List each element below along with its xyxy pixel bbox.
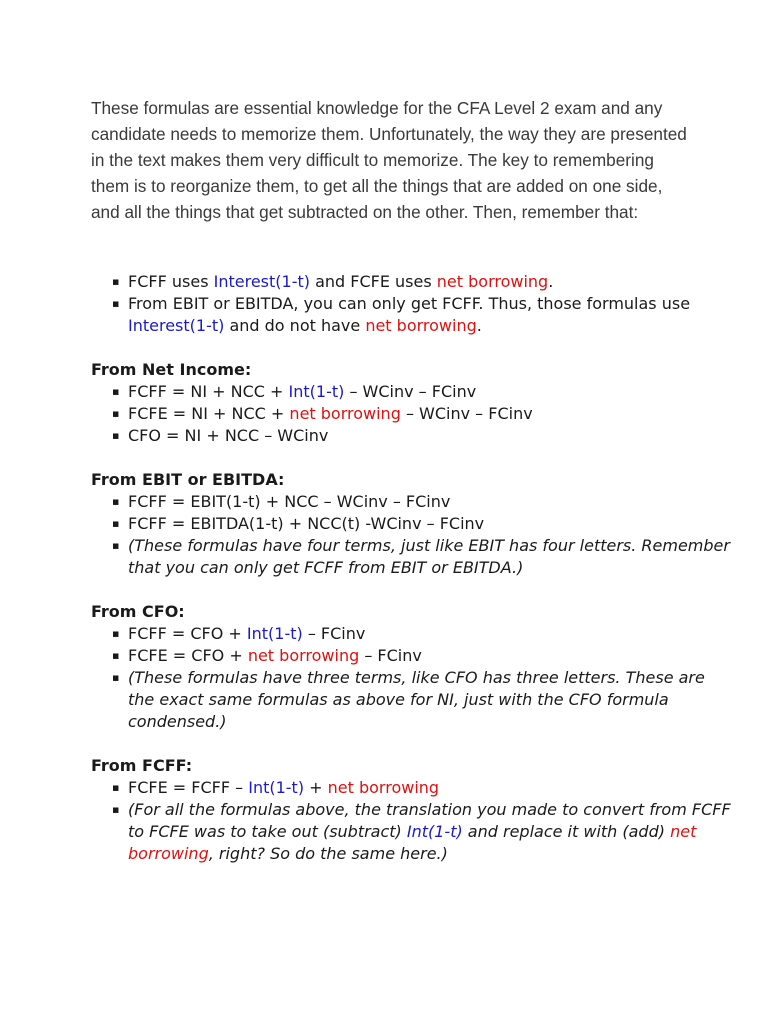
bullet-icon: ▪ xyxy=(112,671,120,684)
list-item xyxy=(91,623,731,645)
section-list xyxy=(91,491,731,579)
intro-paragraph: These formulas are essential knowledge for the CFA Level 2 exam and any candidate needs to memorize them. Unfortunately, the way they are presented in the text makes them very difficult to memorize. The key to remembering them is to reorganize them, to get all the things that are added on one side, and all the things that get subtracted on the other. Then, remember that: xyxy=(91,98,687,222)
list-item xyxy=(91,513,731,535)
text-segment: FCFF uses xyxy=(128,272,214,291)
list-item xyxy=(91,293,731,337)
list-item xyxy=(91,381,731,403)
bullet-icon: ▪ xyxy=(112,407,120,420)
text-segment: FCFF = EBIT(1-t) + NCC – WCinv – FCinv xyxy=(128,492,451,511)
list-item xyxy=(91,425,731,447)
list-item xyxy=(91,667,731,733)
text-segment: FCFE = CFO + xyxy=(128,646,248,665)
section-list xyxy=(91,623,731,733)
text-segment: , right? So do the same here.) xyxy=(208,844,448,863)
text-segment: (For all the formulas above, the translation you made to convert from FCFF to FCFE was to take out (subtract) xyxy=(128,800,731,841)
list-item xyxy=(91,535,731,579)
bullet-icon: ▪ xyxy=(112,803,120,816)
list-item xyxy=(91,777,731,799)
interest-term: Interest(1-t) xyxy=(128,316,225,335)
list-item xyxy=(91,799,731,865)
text-segment: FCFF = EBITDA(1-t) + NCC(t) -WCinv – FCinv xyxy=(128,514,485,533)
list-item xyxy=(91,403,731,425)
bullet-icon: ▪ xyxy=(112,385,120,398)
rules-list xyxy=(91,271,731,337)
bullet-icon: ▪ xyxy=(112,627,120,640)
text-segment: FCFE = NI + NCC + xyxy=(128,404,290,423)
sections-container xyxy=(91,359,731,865)
bullet-icon: ▪ xyxy=(112,429,120,442)
net-borrowing-term: net borrowing xyxy=(128,822,697,863)
net-borrowing-term: net borrowing xyxy=(436,272,549,291)
text-segment: – FCinv xyxy=(302,624,366,643)
text-segment: – WCinv – FCinv xyxy=(400,404,533,423)
section-heading: From Net Income: xyxy=(91,360,252,379)
section-heading: From EBIT or EBITDA: xyxy=(91,470,285,489)
bullet-icon: ▪ xyxy=(112,539,120,552)
text-segment: (These formulas have four terms, just like EBIT has four letters. Remember that you can only get FCFF from EBIT or EBITDA.) xyxy=(128,536,730,577)
text-segment: (These formulas have three terms, like CFO has three letters. These are the exact same formulas as above for NI, just with the CFO formula condensed.) xyxy=(128,668,705,731)
text-segment: and do not have xyxy=(224,316,366,335)
list-item xyxy=(91,271,731,293)
text-segment: . xyxy=(476,316,482,335)
interest-term: Interest(1-t) xyxy=(213,272,310,291)
text-segment: FCFF = NI + NCC + xyxy=(128,382,289,401)
list-item xyxy=(91,645,731,667)
net-borrowing-term: net borrowing xyxy=(327,778,440,797)
net-borrowing-term: net borrowing xyxy=(289,404,401,423)
interest-term: Int(1-t) xyxy=(406,822,463,841)
net-borrowing-term: net borrowing xyxy=(365,316,477,335)
net-borrowing-term: net borrowing xyxy=(247,646,360,665)
section-heading: From CFO: xyxy=(91,602,185,621)
text-segment: + xyxy=(304,778,328,797)
section-list xyxy=(91,777,731,865)
text-segment: FCFF = CFO + xyxy=(128,624,247,643)
bullet-icon: ▪ xyxy=(112,781,120,794)
text-segment: – WCinv – FCinv xyxy=(344,382,477,401)
text-segment: FCFE = FCFF – xyxy=(128,778,249,797)
text-segment: and FCFE uses xyxy=(309,272,437,291)
text-segment: and replace it with (add) xyxy=(462,822,671,841)
text-segment: CFO = NI + NCC – WCinv xyxy=(128,426,329,445)
section-heading: From FCFF: xyxy=(91,756,193,775)
section-list xyxy=(91,381,731,447)
document-body xyxy=(91,271,731,887)
text-segment: From EBIT or EBITDA, you can only get FCFF. Thus, those formulas use xyxy=(128,294,691,313)
text-segment: – FCinv xyxy=(359,646,422,665)
bullet-icon: ▪ xyxy=(112,517,120,530)
interest-term: Int(1-t) xyxy=(288,382,345,401)
interest-term: Int(1-t) xyxy=(248,778,305,797)
list-item xyxy=(91,491,731,513)
bullet-icon: ▪ xyxy=(112,495,120,508)
bullet-icon: ▪ xyxy=(112,275,120,288)
bullet-icon: ▪ xyxy=(112,297,120,310)
interest-term: Int(1-t) xyxy=(246,624,303,643)
text-segment: . xyxy=(548,272,554,291)
bullet-icon: ▪ xyxy=(112,649,120,662)
